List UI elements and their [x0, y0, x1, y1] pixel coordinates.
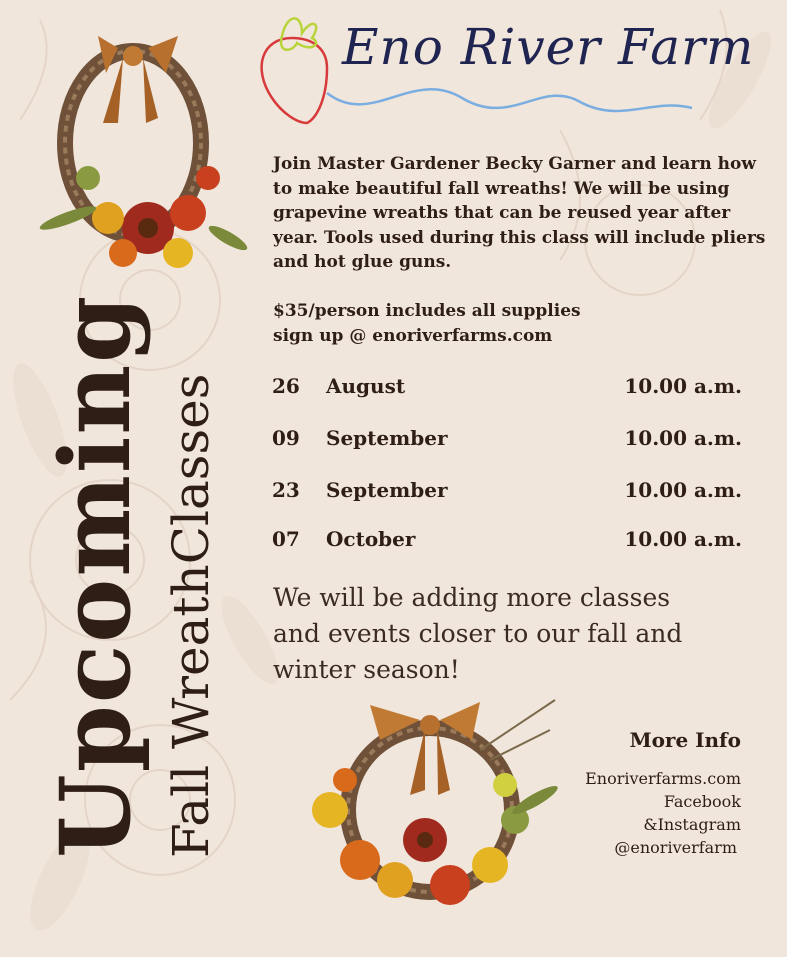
facebook-link[interactable]: Facebook — [663, 792, 741, 811]
schedule-day: 07 — [272, 527, 300, 551]
schedule-time: 10.00 a.m. — [624, 527, 742, 551]
instagram-link[interactable]: &Instagram — [643, 815, 741, 834]
strawberry-icon — [262, 38, 327, 123]
schedule-month: September — [326, 478, 448, 502]
price-line: $35/person includes all supplies — [273, 301, 581, 321]
title-upcoming: Upcoming — [39, 293, 152, 858]
more-info-heading: More Info — [629, 728, 741, 752]
closing-message: We will be adding more classes and events closer to our fall and winter season! — [273, 583, 683, 684]
signup-line: sign up @ enoriverfarms.com — [273, 325, 553, 346]
schedule-row — [272, 374, 742, 404]
brand-name: Eno River Farm — [342, 18, 755, 76]
schedule-time: 10.00 a.m. — [624, 426, 742, 450]
schedule-time: 10.00 a.m. — [624, 478, 742, 502]
schedule-row — [272, 478, 742, 508]
river-wave-icon — [327, 89, 692, 111]
bottom-wreath-image — [300, 690, 565, 925]
title-fall-wreath-classes: Fall WreathClasses — [162, 373, 220, 858]
class-description: Join Master Gardener Becky Garner and learn how to make beautiful fall wreaths! We will be using grapevine wreaths that can be reused year after year. Tools used during this class will include pliers and hot glue guns. — [273, 154, 766, 273]
schedule-row — [272, 426, 742, 456]
social-handle[interactable]: @enoriverfarm — [614, 838, 737, 857]
schedule-month: August — [326, 374, 406, 398]
pricing-block — [273, 299, 673, 348]
schedule-day: 23 — [272, 478, 300, 502]
schedule-month: September — [326, 426, 448, 450]
schedule-row — [272, 527, 742, 557]
top-wreath-image — [28, 28, 253, 293]
leaf-icon — [281, 18, 316, 49]
schedule-day: 26 — [272, 374, 300, 398]
website-link[interactable]: Enoriverfarms.com — [585, 769, 741, 788]
schedule-day: 09 — [272, 426, 300, 450]
schedule-month: October — [326, 527, 416, 551]
schedule-time: 10.00 a.m. — [624, 374, 742, 398]
